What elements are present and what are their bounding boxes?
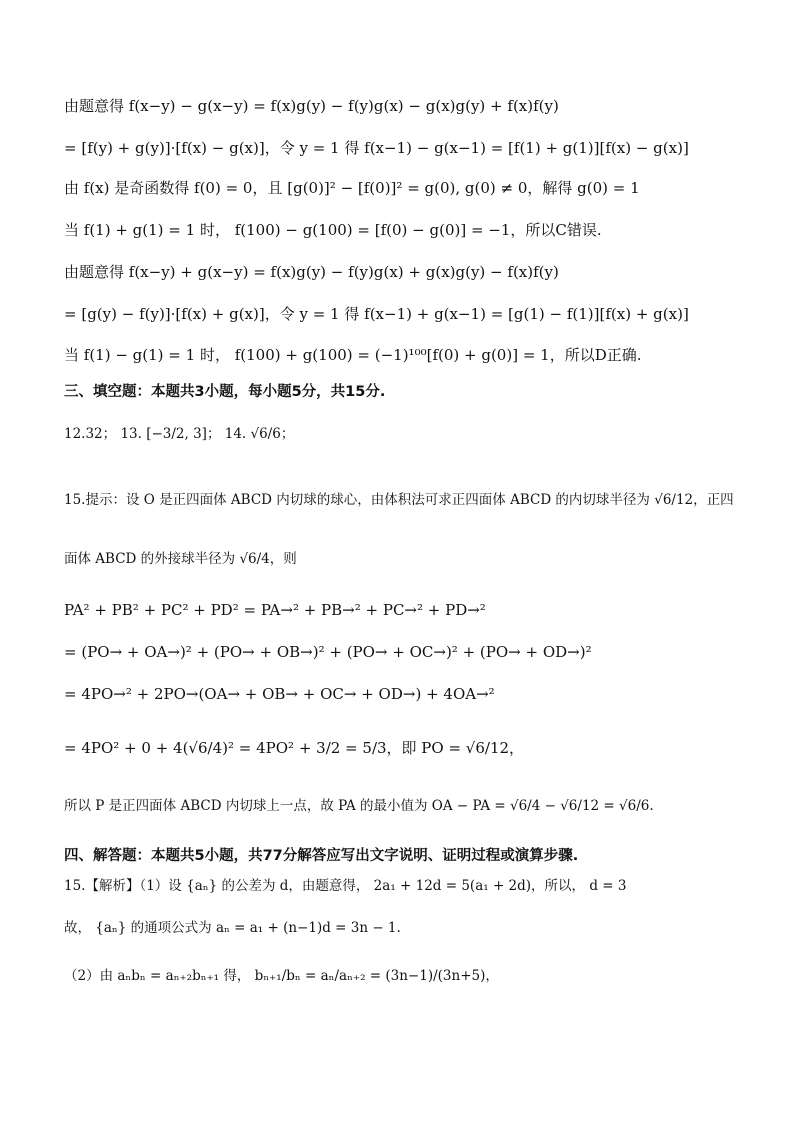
section-heading-answers: 四、解答题：本题共5小题，共77分解答应写出文字说明、证明过程或演算步骤.: [64, 848, 579, 864]
text-line-6: = [g(y) − f(y)]·[f(x) + g(x)]，令 y = 1 得 f(x−1) + g(x−1) = [g(1) − f(1)][f(x) + g(x)]: [64, 305, 689, 323]
section-heading-fill-in: 三、填空题：本题共3小题，每小题5分，共15分.: [64, 384, 386, 400]
answers-12-14: 12.32； 13. [−3/2, 3]； 14. √6/6；: [64, 426, 295, 442]
text-line-3: 由 f(x) 是奇函数得 f(0) = 0，且 [g(0)]² − [f(0)]² = g(0), g(0) ≠ 0，解得 g(0) = 1: [64, 179, 640, 197]
text-line-1: 由题意得 f(x−y) − g(x−y) = f(x)g(y) − f(y)g(x) − g(x)g(y) + f(x)f(y): [64, 97, 559, 115]
solution-15-part-1: 15.【解析】（1）设 {aₙ} 的公差为 d，由题意得， 2a₁ + 12d = 5(a₁ + 2d)，所以， d = 3: [64, 878, 627, 894]
hint-15-line-1: 15.提示：设 O 是正四面体 ABCD 内切球的球心，由体积法可求正四面体 ABCD 的内切球半径为 √6/12，正四: [64, 492, 734, 508]
text-line-7: 当 f(1) − g(1) = 1 时， f(100) + g(100) = (−1)¹⁰⁰[f(0) + g(0)] = 1，所以D正确.: [64, 346, 642, 364]
conclusion-line: 所以 P 是正四面体 ABCD 内切球上一点，故 PA 的最小值为 OA − PA = √6/4 − √6/12 = √6/6.: [64, 798, 654, 814]
vector-line-2: = (PO→ + OA→)² + (PO→ + OB→)² + (PO→ + OC→)² + (PO→ + OD→)²: [64, 643, 592, 661]
text-line-2: = [f(y) + g(y)]·[f(x) − g(x)]，令 y = 1 得 f(x−1) − g(x−1) = [f(1) + g(1)][f(x) − g(x)]: [64, 139, 689, 157]
vector-line-4: = 4PO² + 0 + 4(√6/4)² = 4PO² + 3/2 = 5/3，即 PO = √6/12，: [64, 739, 525, 757]
vector-line-1: PA² + PB² + PC² + PD² = PA→² + PB→² + PC→² + PD→²: [64, 601, 486, 619]
text-line-4: 当 f(1) + g(1) = 1 时， f(100) − g(100) = [f(0) − g(0)] = −1，所以C错误.: [64, 221, 602, 239]
text-line-5: 由题意得 f(x−y) + g(x−y) = f(x)g(y) − f(y)g(x) + g(x)g(y) − f(x)f(y): [64, 263, 559, 281]
solution-15-part-2: （2）由 aₙbₙ = aₙ₊₂bₙ₊₁ 得， bₙ₊₁/bₙ = aₙ/aₙ₊₂ = (3n−1)/(3n+5)，: [64, 968, 499, 984]
solution-15-general-term: 故， {aₙ} 的通项公式为 aₙ = a₁ + (n−1)d = 3n − 1.: [64, 920, 401, 936]
hint-15-line-2: 面体 ABCD 的外接球半径为 √6/4，则: [64, 551, 297, 567]
vector-line-3: = 4PO→² + 2PO→(OA→ + OB→ + OC→ + OD→) + 4OA→²: [64, 685, 495, 703]
